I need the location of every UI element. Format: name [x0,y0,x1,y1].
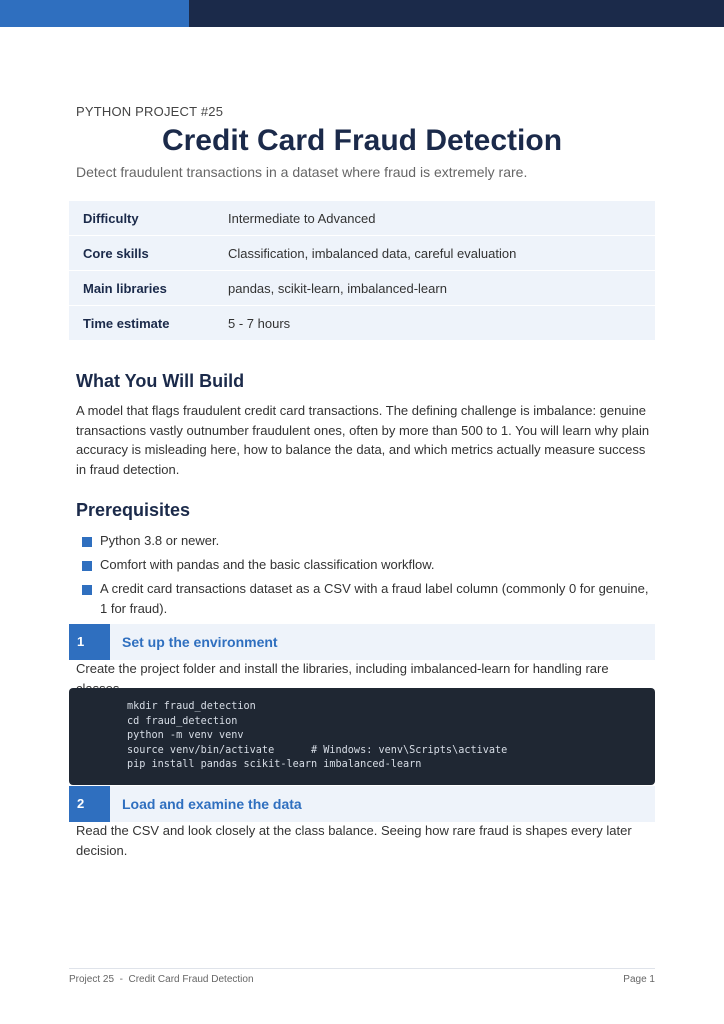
page-subtitle: Detect fraudulent transactions in a dataset where fraud is extremely rare. [76,164,528,180]
code-line: cd fraud_detection [127,716,238,727]
list-item [82,555,656,575]
code-line: mkdir fraud_detection [127,701,256,712]
footer-page-number: Page 1 [623,974,655,985]
build-description: A model that flags fraudulent credit card transactions. The defining challenge is imbalance: genuine transactions vastly outnumber fraudulent ones, often by more than 500 to 1. You will learn why plain accuracy is misleading here, how to balance the data, and which metrics actually measure success in fraud detection. [76,403,650,477]
step-number-badge: 1 [69,624,110,660]
info-label: Main libraries [69,271,228,306]
info-value: pandas, scikit-learn, imbalanced-learn [228,271,655,306]
info-value: Intermediate to Advanced [228,201,655,236]
footer-divider [69,968,655,969]
table-row [69,306,655,341]
step-description: Create the project folder and install the libraries, including imbalanced-learn for handling rare [76,661,609,676]
table-row [69,201,655,236]
list-item [82,531,656,551]
list-item-text: Python 3.8 or newer. [100,533,220,548]
project-info-table [69,201,655,341]
prerequisites-list [82,531,656,623]
step-number-badge: 2 [69,786,110,822]
top-banner-accent [0,0,189,27]
code-line: python -m venv venv [127,730,244,741]
info-value: 5 - 7 hours [228,306,655,341]
info-value: Classification, imbalanced data, careful evaluation [228,236,655,271]
step-title: Load and examine the data [122,796,302,812]
list-item-text: A credit card transactions dataset as a CSV with a fraud label column (commonly 0 for genuine, 1 for fraud). [100,581,649,616]
page-title: Credit Card Fraud Detection [161,124,563,157]
info-label: Difficulty [69,201,228,236]
project-kicker: PYTHON PROJECT #25 [76,104,224,119]
section-heading-build: What You Will Build [76,371,245,391]
step-header-1 [69,624,655,660]
bullet-square-icon [82,561,92,571]
list-item [82,579,656,618]
step-header-2 [69,786,655,822]
code-line: source venv/bin/activate # Windows: venv\Scripts\activate [127,745,508,756]
code-line: pip install pandas scikit-learn imbalanced-learn [127,759,422,770]
section-heading-prerequisites: Prerequisites [76,500,191,520]
info-label: Core skills [69,236,228,271]
info-label: Time estimate [69,306,228,341]
table-row [69,236,655,271]
code-block [69,688,655,785]
footer-project-label: Project 25 - Credit Card Fraud Detection [69,974,254,985]
list-item-text: Comfort with pandas and the basic classification workflow. [100,557,435,572]
bullet-square-icon [82,585,92,595]
step-title: Set up the environment [122,634,278,650]
bullet-square-icon [82,537,92,547]
table-row [69,271,655,306]
step-description: Read the CSV and look closely at the class balance. Seeing how rare fraud is shapes every later decision. [76,823,632,858]
